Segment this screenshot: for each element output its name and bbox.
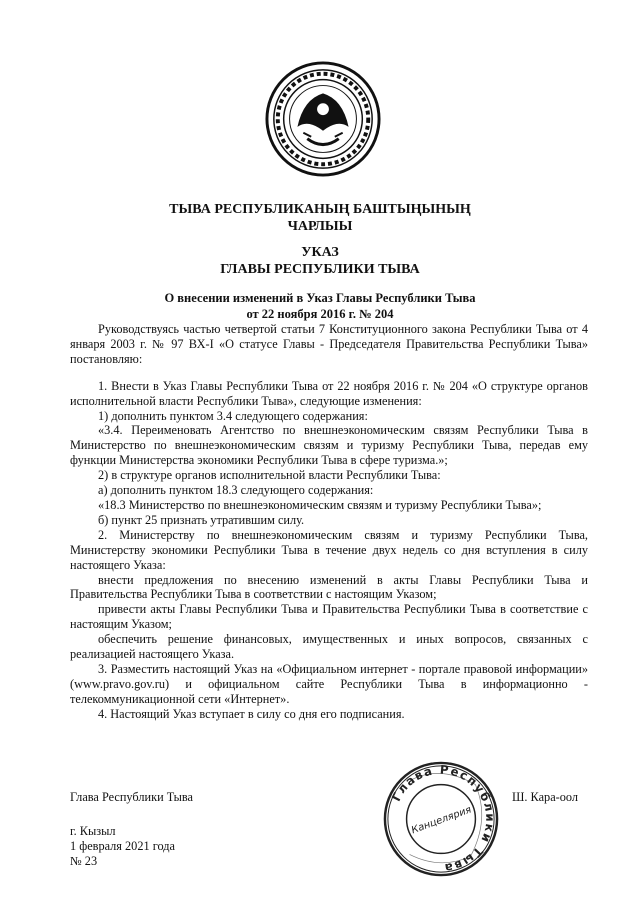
- official-stamp: [382, 760, 500, 878]
- clause-1-2-a: а) дополнить пунктом 18.3 следующего содержания:: [98, 483, 374, 498]
- issue-date: 1 февраля 2021 года: [70, 839, 175, 853]
- heading-tuvan-line2: ЧАРЛЫЫ: [287, 219, 353, 234]
- heading-tuvan-line1: ТЫВА РЕСПУБЛИКАНЫҢ БАШТЫҢЫНЫҢ: [169, 202, 471, 217]
- issue-details: [70, 824, 175, 869]
- clause-1: 1. Внести в Указ Главы Республики Тыва от 22 ноября 2016 г. № 204 «О структуре органов исполнительной власти Республики Тыва», следующие изменения:: [70, 378, 588, 408]
- clause-1-2-b: б) пункт 25 признать утратившим силу.: [98, 512, 305, 527]
- clause-1-1: 1) дополнить пунктом 3.4 следующего содержания:: [98, 408, 368, 423]
- clause-1-2: 2) в структуре органов исполнительной власти Республики Тыва:: [98, 468, 441, 483]
- issue-city: г. Кызыл: [70, 824, 116, 838]
- decree-subject-line1: О внесении изменений в Указ Главы Республики Тыва: [164, 291, 476, 305]
- signatory-position: Глава Республики Тыва: [70, 790, 193, 804]
- decree-body: [70, 322, 588, 722]
- clause-2-item-2: привести акты Главы Республики Тыва и Правительства Республики Тыва в соответствие с настоящим Указом;: [70, 602, 588, 632]
- emblem-icon: [264, 60, 382, 178]
- heading-decree-line1: УКАЗ: [301, 245, 339, 260]
- preamble: Руководствуясь частью четвертой статьи 7 Конституционного закона Республики Тыва от 4 января 2003 г. № 97 ВХ-I «О статусе Главы - Председателя Правительства Республики Тыва» постановляю:: [70, 322, 588, 366]
- clause-1-1-text: «3.4. Переименовать Агентство по внешнеэкономическим связям Республики Тыва в Министерство по внешнеэкономическим связям и туризму Республики Тыва, передав ему функции Министерства экономики Республики Тыва в сфере туризма.»;: [70, 423, 588, 468]
- svg-text:Канцелярия: Канцелярия: [410, 804, 473, 837]
- decree-subject-line2: от 22 ноября 2016 г. № 204: [246, 307, 394, 321]
- heading-tuvan: [60, 201, 580, 235]
- clause-2: 2. Министерству по внешнеэкономическим связям и туризму Республики Тыва, Министерству экономики Республики Тыва в течение двух недель со дня вступления в силу настоящего Указа:: [70, 527, 588, 572]
- clause-2-item-1: внести предложения по внесению изменений в акты Главы Республики Тыва и Правительства Республики Тыва в соответствии с настоящим Указом;: [70, 572, 588, 602]
- clause-3: 3. Разместить настоящий Указ на «Официальном интернет - портале правовой информации» (www.pravo.gov.ru) и официальном сайте Республики Тыва в информационно - телекоммуникационной сети «Интернет».: [70, 661, 588, 706]
- decree-subject: [60, 290, 580, 322]
- clause-2-item-3: обеспечить решение финансовых, имущественных и иных вопросов, связанных с реализацией настоящего Указа.: [70, 632, 588, 662]
- signatory-name: Ш. Кара-оол: [512, 790, 579, 804]
- heading-decree-line2: ГЛАВЫ РЕСПУБЛИКИ ТЫВА: [220, 262, 420, 277]
- heading-decree: [60, 244, 580, 278]
- issue-number: № 23: [70, 854, 98, 868]
- clause-4: 4. Настоящий Указ вступает в силу со дня его подписания.: [98, 706, 405, 721]
- clause-1-2-a-text: «18.3 Министерство по внешнеэкономическим связям и туризму Республики Тыва»;: [98, 497, 542, 512]
- svg-text:Глава Республики Тыва: Глава Республики Тыва: [388, 762, 498, 876]
